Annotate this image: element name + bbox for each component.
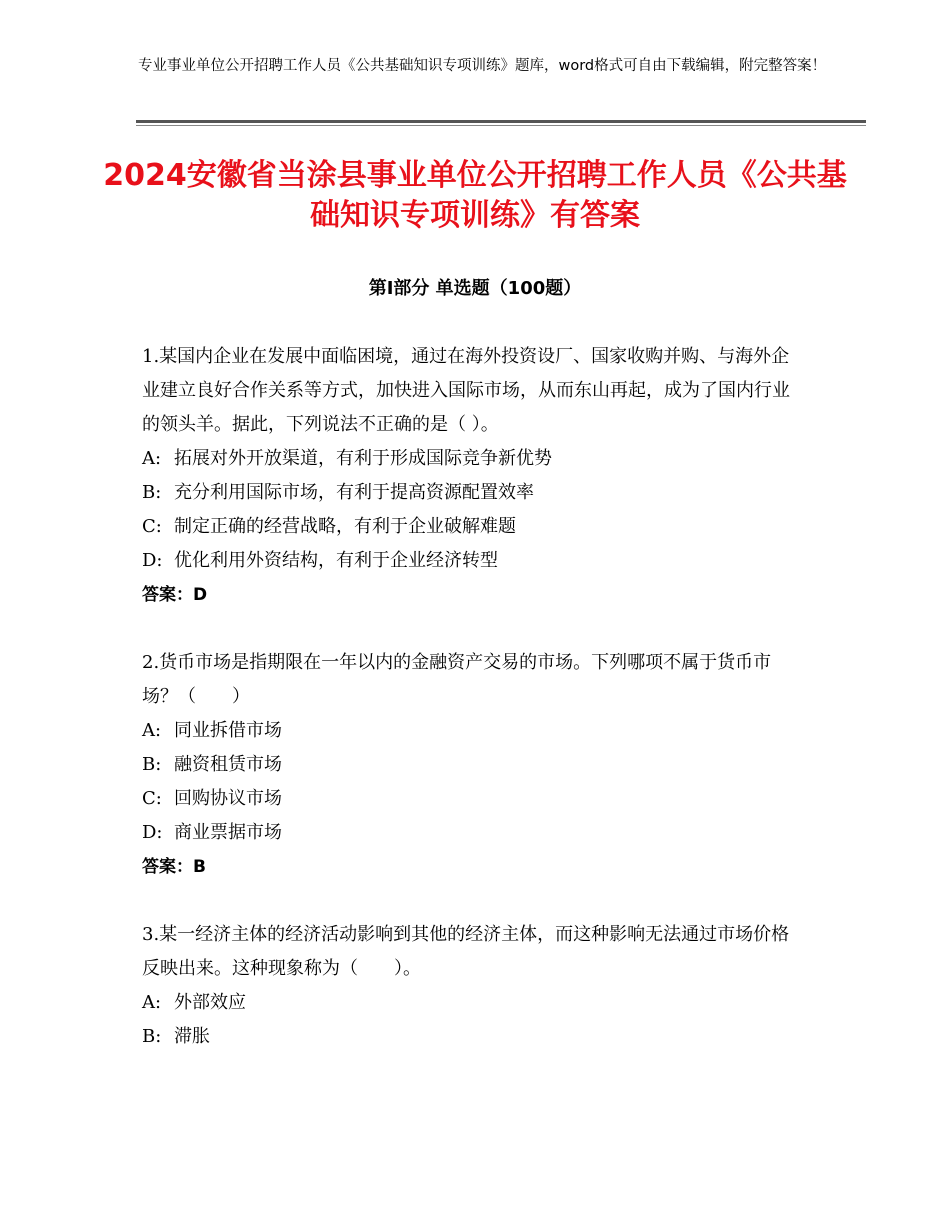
answer: 答案：D [142, 585, 208, 605]
option-letter: B: [142, 1026, 162, 1047]
option-d [142, 816, 802, 850]
option-c [142, 782, 802, 816]
option-a [142, 442, 802, 476]
option-text: 制定正确的经营战略，有利于企业破解难题 [174, 516, 516, 537]
header-divider [136, 120, 866, 123]
option-text: 优化利用外资结构，有利于企业经济转型 [174, 550, 498, 571]
option-a [142, 986, 802, 1020]
option-letter: B: [142, 754, 162, 775]
option-letter: C: [142, 516, 162, 537]
option-b [142, 476, 802, 510]
question-3 [142, 918, 802, 1054]
option-letter: A: [142, 992, 162, 1013]
option-d [142, 544, 802, 578]
question-stem: 1.某国内企业在发展中面临困境，通过在海外投资设厂、国家收购并购、与海外企业建立良好合作关系等方式，加快进入国际市场，从而东山再起，成为了国内行业的领头羊。据此，下列说法不正确的是（ ）。 [142, 346, 790, 435]
question-1 [142, 340, 802, 612]
option-text: 融资租赁市场 [174, 754, 282, 775]
document-title: 2024安徽省当涂县事业单位公开招聘工作人员《公共基础知识专项训练》有答案 [103, 158, 847, 233]
option-a [142, 714, 802, 748]
question-stem: 3.某一经济主体的经济活动影响到其他的经济主体，而这种影响无法通过市场价格反映出来。这种现象称为（ ）。 [142, 924, 790, 979]
option-text: 回购协议市场 [174, 788, 282, 809]
option-c [142, 510, 802, 544]
option-text: 充分利用国际市场，有利于提高资源配置效率 [174, 482, 534, 503]
header-note: 专业事业单位公开招聘工作人员《公共基础知识专项训练》题库，word格式可自由下载编辑，附完整答案！ [138, 58, 827, 74]
option-letter: D: [142, 550, 163, 571]
answer: 答案：B [142, 857, 206, 877]
header-divider-thin [136, 125, 866, 126]
option-b [142, 748, 802, 782]
option-text: 滞胀 [174, 1026, 210, 1047]
question-list [142, 340, 802, 1088]
option-text: 外部效应 [174, 992, 246, 1013]
option-letter: D: [142, 822, 163, 843]
option-letter: A: [142, 720, 162, 741]
question-stem: 2.货币市场是指期限在一年以内的金融资产交易的市场。下列哪项不属于货币市场？（ ） [142, 652, 772, 707]
part-heading: 第Ⅰ部分 单选题（100题） [368, 278, 582, 299]
option-letter: B: [142, 482, 162, 503]
option-letter: C: [142, 788, 162, 809]
option-letter: A: [142, 448, 162, 469]
question-2 [142, 646, 802, 884]
option-b [142, 1020, 802, 1054]
option-text: 拓展对外开放渠道，有利于形成国际竞争新优势 [174, 448, 552, 469]
option-text: 商业票据市场 [174, 822, 282, 843]
option-text: 同业拆借市场 [174, 720, 282, 741]
